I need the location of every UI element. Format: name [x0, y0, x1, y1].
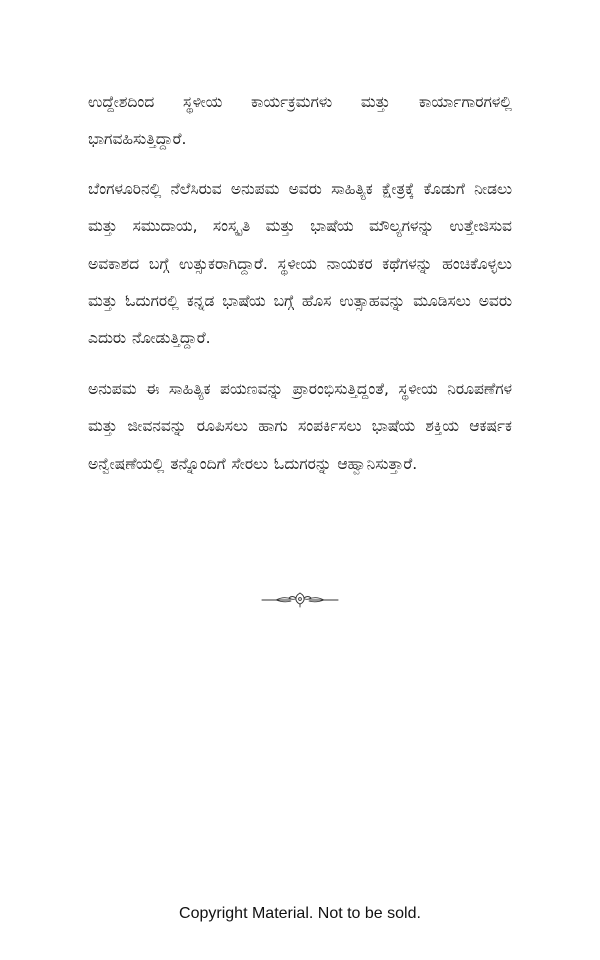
- paragraph-2: ಬೆಂಗಳೂರಿನಲ್ಲಿ ನೆಲೆಸಿರುವ ಅನುಪಮ ಅವರು ಸಾಹಿತ್ಯಿಕ ಕ್ಷೇತ್ರಕ್ಕೆ ಕೊಡುಗೆ ನೀಡಲು ಮತ್ತು ಸಮುದಾಯ, ಸಂಸ್ಕೃತಿ ಮತ್ತು ಭಾಷೆಯ ಮೌಲ್ಯಗಳನ್ನು ಉತ್ತೇಜಿಸುವ ಅವಕಾಶದ ಬಗ್ಗೆ ಉತ್ಸುಕರಾಗಿದ್ದಾರೆ. ಸ್ಥಳೀಯ ನಾಯಕರ ಕಥೆಗಳನ್ನು ಹಂಚಿಕೊಳ್ಳಲು ಮತ್ತು ಓದುಗರಲ್ಲಿ ಕನ್ನಡ ಭಾಷೆಯ ಬಗ್ಗೆ ಹೊಸ ಉತ್ಸಾಹವನ್ನು ಮೂಡಿಸಲು ಅವರು ಎದುರು ನೋಡುತ್ತಿದ್ದಾರೆ.: [88, 179, 512, 348]
- fleuron-divider-icon: [260, 589, 340, 611]
- paragraph-3: ಅನುಪಮ ಈ ಸಾಹಿತ್ಯಿಕ ಪಯಣವನ್ನು ಪ್ರಾರಂಭಿಸುತ್ತಿದ್ದಂತೆ, ಸ್ಥಳೀಯ ನಿರೂಪಣೆಗಳ ಮತ್ತು ಜೀವನವನ್ನು ರೂಪಿಸಲು ಹಾಗು ಸಂಪರ್ಕಿಸಲು ಭಾಷೆಯ ಶಕ್ತಿಯ ಆಕರ್ಷಕ ಅನ್ವೇಷಣೆಯಲ್ಲಿ ತನ್ನೊಂದಿಗೆ ಸೇರಲು ಓದುಗರನ್ನು ಆಹ್ವಾನಿಸುತ್ತಾರೆ.: [88, 379, 512, 473]
- copyright-notice: Copyright Material. Not to be sold.: [179, 905, 421, 922]
- paragraph-1: ಉದ್ದೇಶದಿಂದ ಸ್ಥಳೀಯ ಕಾರ್ಯಕ್ರಮಗಳು ಮತ್ತು ಕಾರ್ಯಾಗಾರಗಳಲ್ಲಿ ಭಾಗವಹಿಸುತ್ತಿದ್ದಾರೆ.: [88, 93, 512, 149]
- page-body: [88, 84, 512, 496]
